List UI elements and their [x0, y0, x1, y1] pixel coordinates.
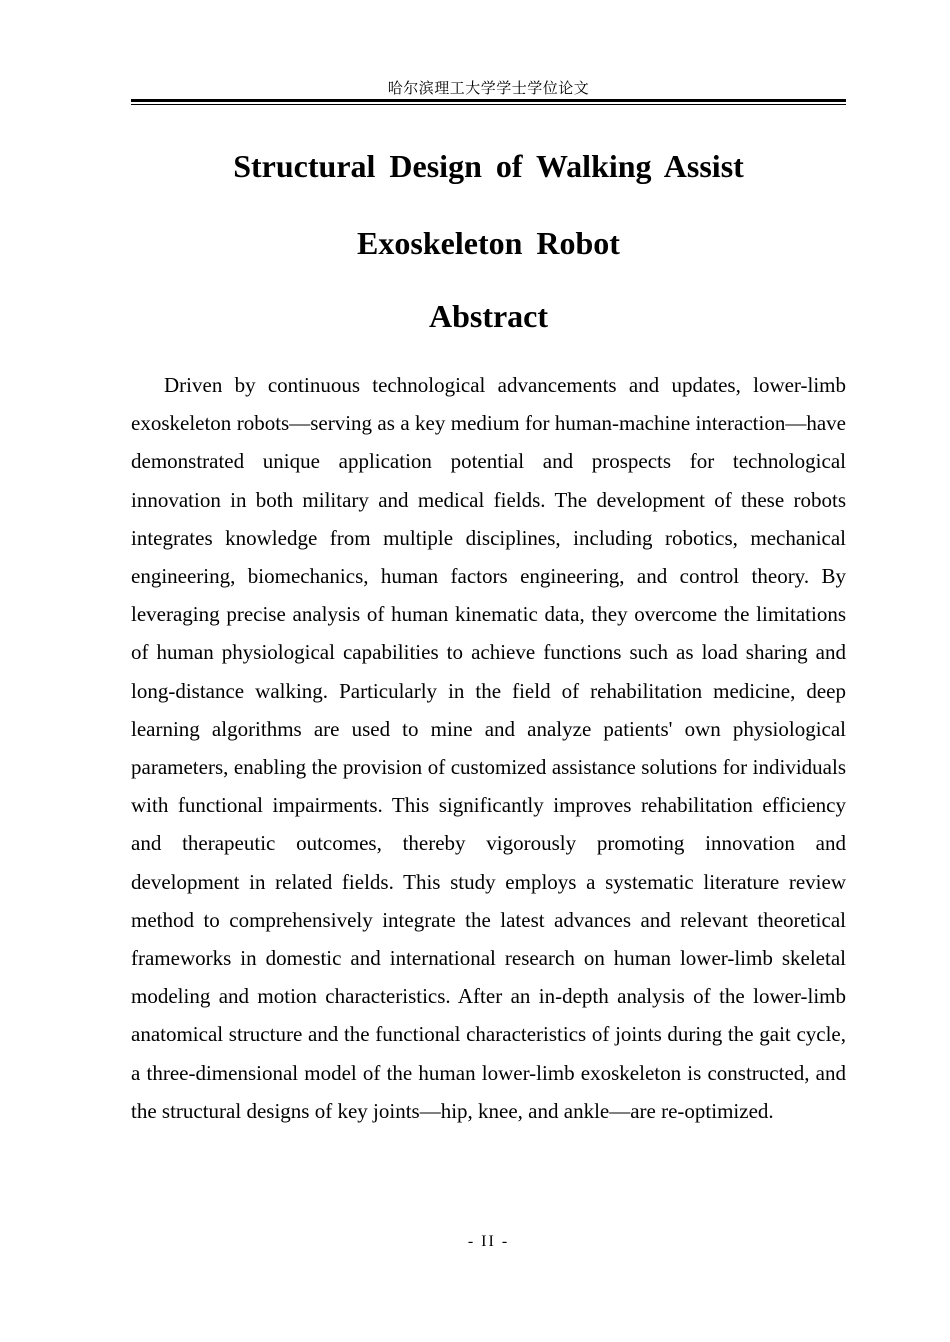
header-rule-thick	[131, 99, 846, 102]
header-rule-thin	[131, 104, 846, 105]
abstract-heading: Abstract	[428, 298, 549, 334]
paper-title	[131, 128, 846, 282]
page-number: - II -	[467, 1233, 510, 1250]
abstract-paragraph: Driven by continuous technological advancements and updates, lower-limb exoskeleton robots—serving as a key medium for human-machine interaction—have demonstrated unique application potential and prospects for technological innovation in both military and medical fields. The development of these robots integrates knowledge from multiple disciplines, including robotics, mechanical engineering, biomechanics, human factors engineering, and control theory. By leveraging precise analysis of human kinematic data, they overcome the limitations of human physiological capabilities to achieve functions such as load sharing and long-distance walking. Particularly in the field of rehabilitation medicine, deep learning algorithms are used to mine and analyze patients' own physiological parameters, enabling the provision of customized assistance solutions for individuals with functional impairments. This significantly improves rehabilitation efficiency and therapeutic outcomes, thereby vigorously promoting innovation and development in related fields. This study employs a systematic literature review method to comprehensively integrate the latest advances and relevant theoretical frameworks in domestic and international research on human lower-limb skeletal modeling and motion characteristics. After an in-depth analysis of the lower-limb anatomical structure and the functional characteristics of joints during the gait cycle, a three-dimensional model of the human lower-limb exoskeleton is constructed, and the structural designs of key joints—hip, knee, and ankle—are re-optimized.	[131, 373, 846, 1123]
running-header: 哈尔滨理工大学学士学位论文	[387, 79, 590, 97]
paper-title-line2: Exoskeleton Robot	[357, 225, 620, 261]
paper-title-line1: Structural Design of Walking Assist	[233, 148, 744, 184]
